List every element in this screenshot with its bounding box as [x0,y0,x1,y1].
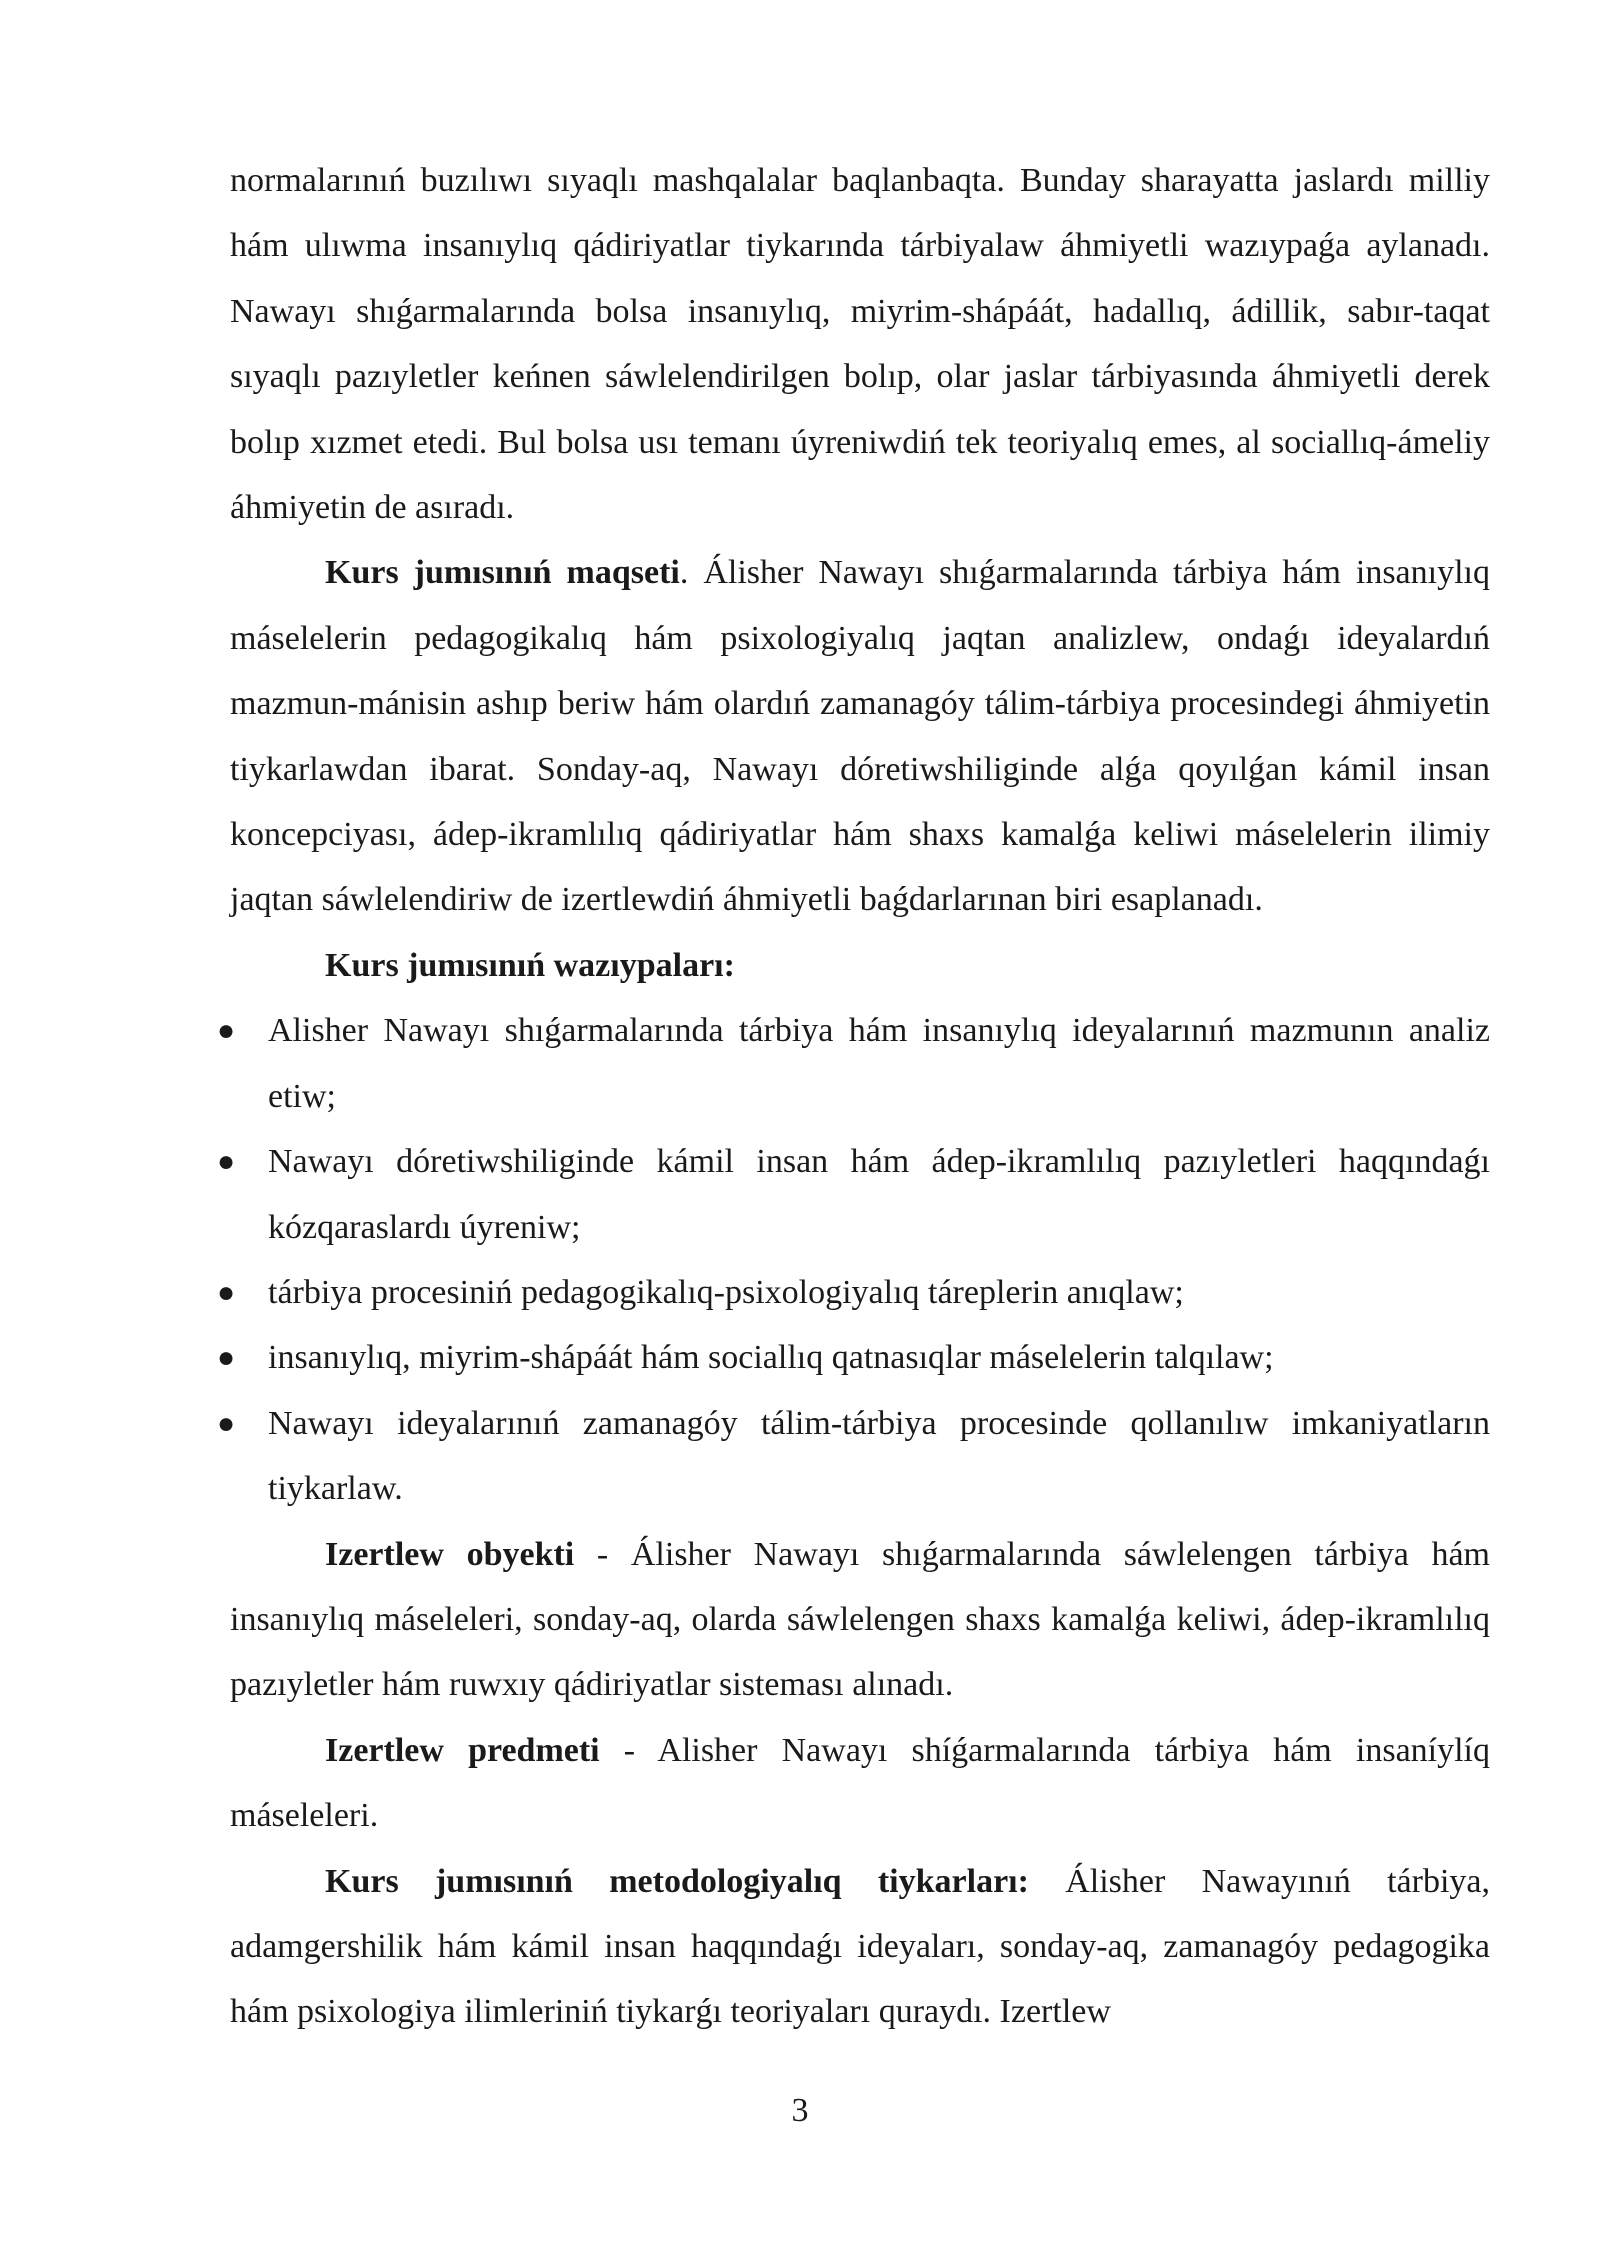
bullet-icon: ● [217,1341,236,1375]
goal-text: . Álisher Nawayı shıǵarmalarında tárbiya hám insanıylıq máselelerin pedagogikalıq hám psixologiyalıq jaqtan analizlew, ondaǵı ideyalardıń mazmun-mánisin ashıp beriw hám olardıń zamanagóy tálim-tárbiya procesindegi áhmiyetin tiykarlawdan ibarat. Sonday-aq, Nawayı dóretiwshiliginde alǵa qoyılǵan kámil insan koncepciyası, ádep-ikramlılıq qádiriyatlar hám shaxs kamalǵa keliwi máselelerin ilimiy jaqtan sáwlelendiriw de izertlewdiń áhmiyetli baǵdarlarınan biri esaplanadı. [230,554,1490,919]
object-paragraph [230,1522,1490,1718]
list-item [217,998,1490,1129]
list-item-text: Nawayı ideyalarınıń zamanagóy tálim-tárbiya procesinde qollanılıw imkaniyatların tiykarlaw. [268,1404,1490,1508]
method-heading: Kurs jumısınıń metodologiyalıq tiykarları: [325,1862,1029,1900]
list-item [217,1129,1490,1260]
list-item-text: insanıylıq, miyrim-shápáát hám sociallıq qatnasıqlar máselelerin talqılaw; [268,1339,1274,1377]
page-number: 3 [791,2092,809,2129]
bullet-icon: ● [217,1145,236,1179]
tasks-heading: Kurs jumısınıń wazıypaları: [325,946,735,984]
list-item [217,1260,1490,1325]
goal-paragraph [230,540,1490,932]
tasks-heading-paragraph [230,933,1490,998]
subject-text: - Alisher Nawayı shíǵarmalarında tárbiya hám insaníylíq máseleleri. [230,1731,1491,1835]
object-heading: Izertlew obyekti [325,1535,575,1573]
subject-paragraph [230,1718,1490,1849]
subject-heading: Izertlew predmeti [325,1731,600,1769]
method-paragraph [230,1849,1490,2045]
list-item-text: Alisher Nawayı shıǵarmalarında tárbiya hám insanıylıq ideyalarınıń mazmunın analiz etiw; [268,1012,1490,1115]
tasks-list [217,998,1490,1521]
list-item [217,1391,1490,1522]
list-item [217,1325,1490,1390]
goal-heading: Kurs jumısınıń maqseti [325,554,680,592]
bullet-icon: ● [217,1275,236,1309]
document-body [217,148,1491,2045]
list-item-text: Nawayı dóretiwshiliginde kámil insan hám ádep-ikramlılıq pazıyletleri haqqındaǵı kózqaraslardı úyreniw; [268,1143,1490,1246]
bullet-icon: ● [217,1014,236,1048]
list-item-text: tárbiya procesiniń pedagogikalıq-psixologiyalıq táreplerin anıqlaw; [268,1273,1184,1311]
object-text: - Álisher Nawayı shıǵarmalarında sáwlelengen tárbiya hám insanıylıq máseleleri, sonday-aq, olarda sáwlelengen shaxs kamalǵa keliwi, ádep-ikramlılıq pazıyletler hám ruwxıy qádiriyatlar sisteması alınadı. [230,1535,1490,1704]
bullet-icon: ● [217,1406,236,1440]
method-text: Álisher Nawayınıń tárbiya, adamgershilik hám kámil insan haqqındaǵı ideyaları, sonday-aq, zamanagóy pedagogika hám psixologiya ilimleriniń tiykarǵı teoriyaları quraydı. Izertlew [230,1862,1490,2031]
intro-paragraph: normalarınıń buzılıwı sıyaqlı mashqalalar baqlanbaqta. Bunday sharayatta jaslardı milliy hám ulıwma insanıylıq qádiriyatlar tiykarında tárbiyalaw áhmiyetli wazıypaǵa aylanadı. Nawayı shıǵarmalarında bolsa insanıylıq, miyrim-shápáát, hadallıq, ádillik, sabır-taqat sıyaqlı pazıyletler keńnen sáwlelendirilgen bolıp, olar jaslar tárbiyasında áhmiyetli derek bolıp xızmet etedi. Bul bolsa usı temanı úyreniwdiń tek teoriyalıq emes, al sociallıq-ámeliy áhmiyetin de asıradı. [230,162,1490,527]
